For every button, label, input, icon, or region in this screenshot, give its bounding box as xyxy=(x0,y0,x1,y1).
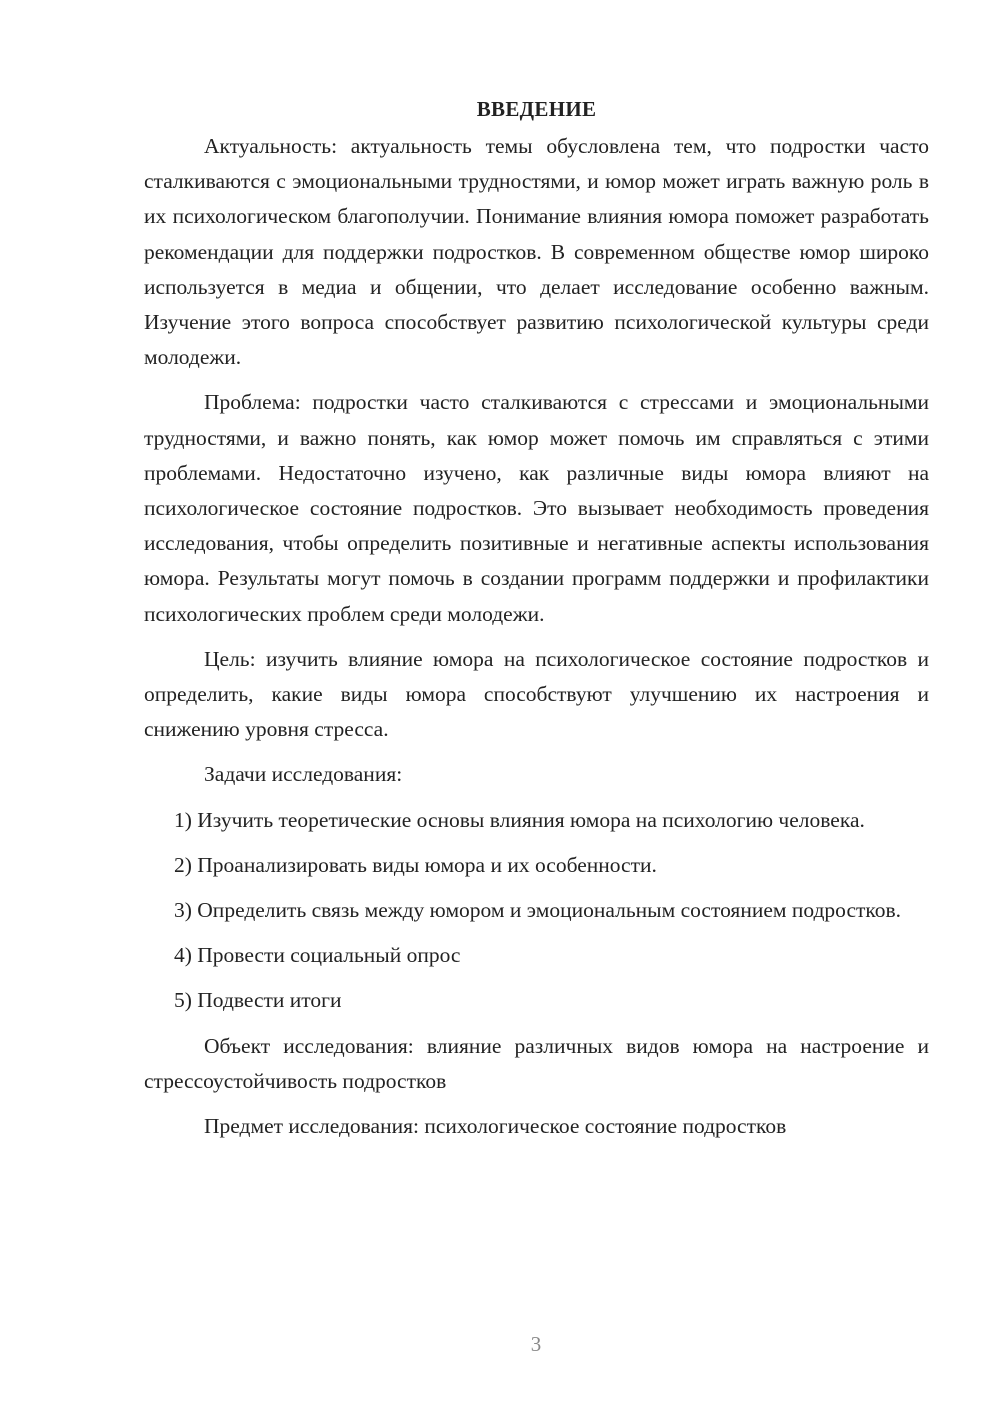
task-item: 5) Подвести итоги xyxy=(174,988,342,1013)
tasks-heading: Задачи исследования: xyxy=(204,762,403,787)
task-item: 1) Изучить теоретические основы влияния юмора на психологию человека. xyxy=(174,807,865,832)
page-number: 3 xyxy=(530,1332,542,1356)
goal-paragraph: Цель: изучить влияние юмора на психологическое состояние подростков и определить, какие виды юмора способствуют улучшению их настроения и снижению уровня стресса. xyxy=(144,646,929,742)
document-page xyxy=(144,92,929,1154)
relevance-paragraph: Актуальность: актуальность темы обусловлена тем, что подростки часто сталкиваются с эмоциональными трудностями, и юмор может играть важную роль в их психологическом благополучии. Понимание влияния юмора поможет разработать рекомендации для поддержки подростков. В современном обществе юмор широко используется в медиа и общении, что делает исследование особенно важным. Изучение этого вопроса способствует развитию психологической культуры среди молодежи. xyxy=(144,134,929,370)
task-item: 2) Проанализировать виды юмора и их особенности. xyxy=(174,852,657,877)
problem-paragraph: Проблема: подростки часто сталкиваются с стрессами и эмоциональными трудностями, и важно понять, как юмор может помочь им справляться с этими проблемами. Недостаточно изучено, как различные виды юмора влияют на психологическое состояние подростков. Это вызывает необходимость проведения исследования, чтобы определить позитивные и негативные аспекты использования юмора. Результаты могут помочь в создании программ поддержки и профилактики психологических проблем среди молодежи. xyxy=(144,390,929,626)
research-object-paragraph: Объект исследования: влияние различных видов юмора на настроение и стрессоустойчивость подростков xyxy=(144,1033,929,1093)
task-item: 4) Провести социальный опрос xyxy=(174,943,461,968)
section-title: ВВЕДЕНИЕ xyxy=(476,97,597,121)
research-subject-paragraph: Предмет исследования: психологическое состояние подростков xyxy=(204,1114,787,1139)
task-item: 3) Определить связь между юмором и эмоциональным состоянием подростков. xyxy=(174,898,902,923)
